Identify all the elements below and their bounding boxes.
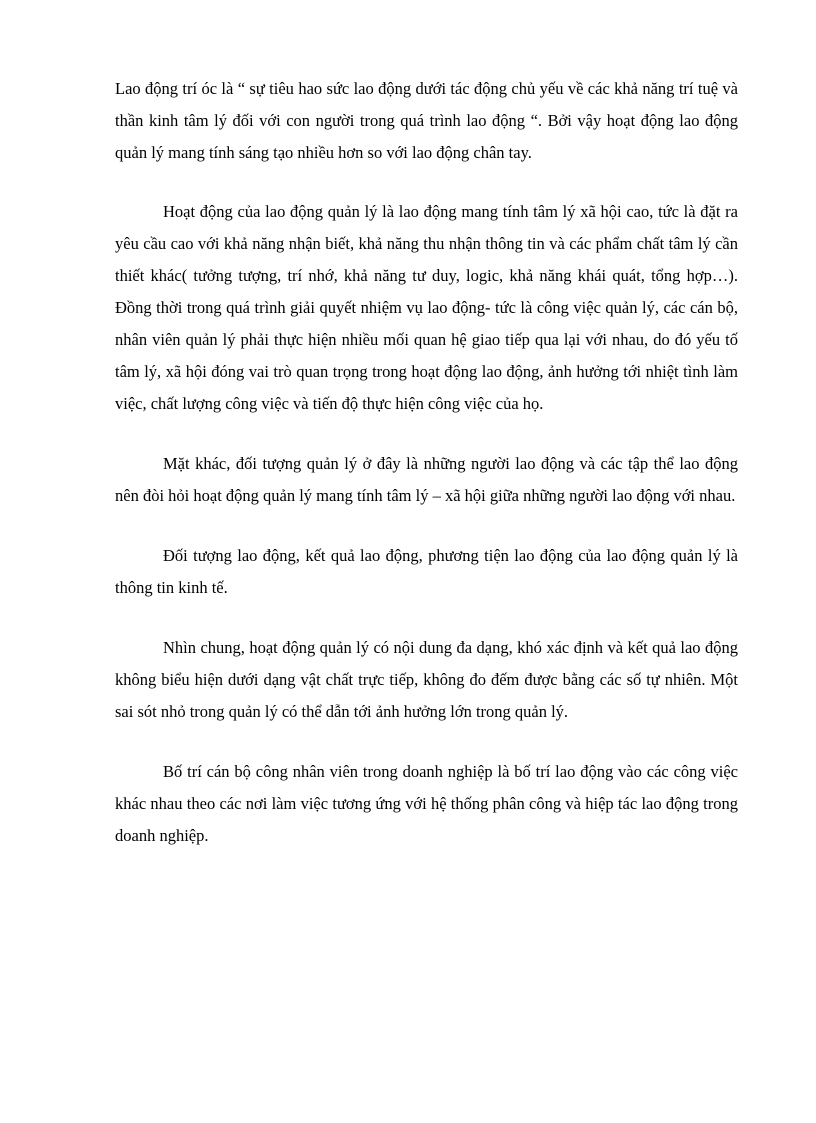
paragraph-6: Bố trí cán bộ công nhân viên trong doanh nghiệp là bố trí lao động vào các công việc khác nhau theo các nơi làm việc tương ứng với hệ thống phân công và hiệp tác lao động trong doanh nghiệp. (115, 762, 738, 845)
paragraph-5: Nhìn chung, hoạt động quản lý có nội dung đa dạng, khó xác định và kết quả lao động không biểu hiện dưới dạng vật chất trực tiếp, không đo đếm được bằng các số tự nhiên. Một sai sót nhỏ trong quản lý có thể dẫn tới ảnh hưởng lớn trong quản lý. (115, 638, 738, 721)
paragraph-4: Đối tượng lao động, kết quả lao động, phương tiện lao động của lao động quản lý là thông tin kinh tế. (115, 546, 738, 597)
paragraph-3: Mặt khác, đối tượng quản lý ở đây là những người lao động và các tập thể lao động nên đòi hỏi hoạt động quản lý mang tính tâm lý – xã hội giữa những người lao động với nhau. (115, 454, 738, 505)
paragraph-2: Hoạt động của lao động quản lý là lao động mang tính tâm lý xã hội cao, tức là đặt ra yêu cầu cao với khả năng nhận biết, khả năng thu nhận thông tin và các phẩm chất tâm lý cần thiết khác( tưởng tượng, trí nhớ, khả năng tư duy, logic, khả năng khái quát, tổng hợp…). Đồng thời trong quá trình giải quyết nhiệm vụ lao động- tức là công việc quản lý, các cán bộ, nhân viên quản lý phải thực hiện nhiều mối quan hệ giao tiếp qua lại với nhau, do đó yếu tố tâm lý, xã hội đóng vai trò quan trọng trong hoạt động lao động, ảnh hưởng tới nhiệt tình làm việc, chất lượng công việc và tiến độ thực hiện công việc của họ. (115, 202, 738, 413)
document-body (115, 73, 738, 880)
paragraph-1: Lao động trí óc là “ sự tiêu hao sức lao động dưới tác động chủ yếu về các khả năng trí tuệ và thần kinh tâm lý đối với con người trong quá trình lao động “. Bởi vậy hoạt động lao động quản lý mang tính sáng tạo nhiều hơn so với lao động chân tay. (115, 79, 738, 162)
